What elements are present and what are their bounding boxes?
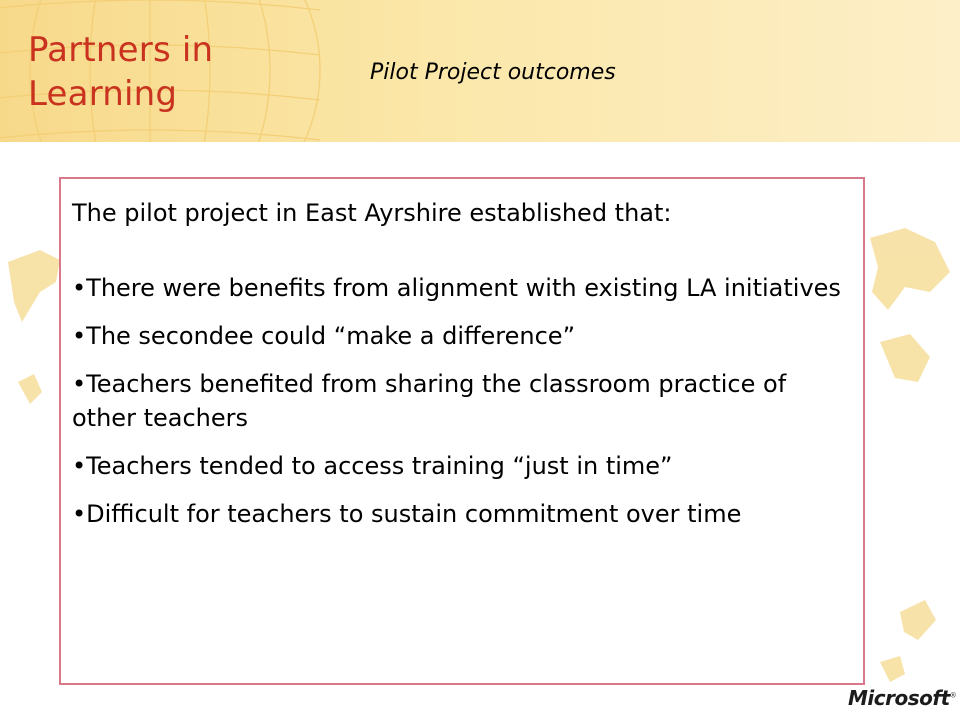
brand-title	[28, 28, 268, 116]
list-item	[72, 367, 851, 435]
slide-header	[0, 0, 960, 142]
outcomes-list	[72, 271, 851, 531]
bullet-icon: •	[72, 452, 87, 480]
list-item-text: Teachers benefited from sharing the classroom practice of other teachers	[72, 370, 787, 432]
list-item-text: There were benefits from alignment with existing LA initiatives	[86, 274, 841, 302]
brand-line-1: Partners in	[28, 30, 214, 70]
list-item-text: Teachers tended to access training “just in time”	[86, 452, 673, 480]
list-item	[72, 497, 851, 531]
bullet-icon: •	[72, 322, 87, 350]
bullet-icon: •	[72, 500, 87, 528]
brand-line-2: Learning	[28, 74, 178, 114]
list-item-text: The secondee could “make a difference”	[86, 322, 576, 350]
bullet-icon: •	[72, 370, 87, 398]
intro-text: The pilot project in East Ayrshire established that:	[72, 199, 672, 227]
logo-text: Microsoft	[848, 686, 950, 710]
registered-mark: ®	[949, 691, 957, 700]
content-box	[59, 177, 865, 685]
list-item	[72, 319, 851, 353]
slide-title: Pilot Project outcomes	[370, 60, 616, 85]
list-item	[72, 271, 851, 305]
microsoft-logo	[848, 686, 956, 710]
list-item	[72, 449, 851, 483]
list-item-text: Difficult for teachers to sustain commitment over time	[86, 500, 742, 528]
bullet-icon: •	[72, 274, 87, 302]
